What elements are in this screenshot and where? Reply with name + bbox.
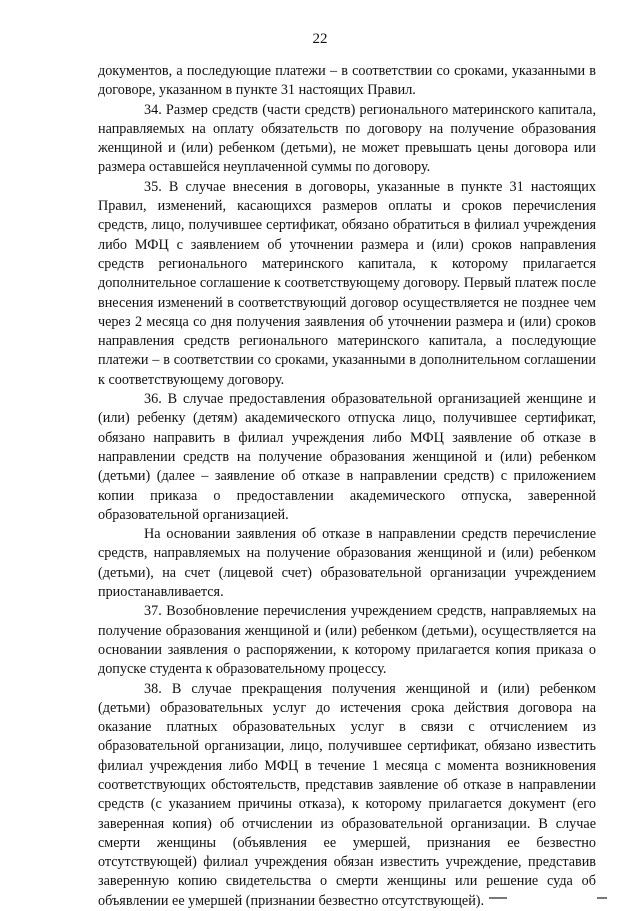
paragraph-37: 37. Возобновление перечисления учреждением средств, направляемых на получение образования женщиной и (или) ребенком (детьми), осуществляется на основании заявления о распоряжении, к которому прилагается копия приказа о допуске студента к образовательному процессу. (98, 602, 596, 679)
scan-speck (597, 897, 607, 899)
paragraph-35: 35. В случае внесения в договоры, указанные в пункте 31 настоящих Правил, изменений, касающихся размеров оплаты и сроков перечисления средств, лицо, получившее сертификат, обязано обратиться в филиал учреждения либо МФЦ с заявлением об уточнении размера и (или) сроков направления средств регионального материнского капитала, к которому прилагается дополнительное соглашение к соответствующему договору. Первый платеж после внесения изменений в соответствующий договор осуществляется не позднее чем через 2 месяца со дня получения заявления об уточнении размера и (или) сроков направления средств регионального материнского капитала, а последующие платежи – в соответствии со сроками, указанными в дополнительном соглашении к соответствующему договору. (98, 178, 596, 390)
paragraph-38: 38. В случае прекращения получения женщиной и (или) ребенком (детьми) образовательных услуг до истечения срока действия договора на оказание платных образовательных услуг в связи с отчислением из образовательной организации, лицо, получившее сертификат, обязано известить филиал учреждения либо МФЦ в течение 1 месяца с момента возникновения соответствующих обстоятельств, представив заявление об отказе в направлении средств (с указанием причины отказа), к которому прилагается документ (его заверенная копия) об отчислении из образовательной организации. В случае смерти женщины (объявления ее умершей, признания ее безвестно отсутствующей) филиал учреждения обязан известить учреждение, представив заверенную копию свидетельства о смерти женщины или решение суда об объявлении ее умершей (признании безвестно отсутствующей). (98, 680, 596, 911)
paragraph-36: 36. В случае предоставления образовательной организацией женщине и (или) ребенку (детям) академического отпуска лицо, получившее сертификат, обязано направить в филиал учреждения либо МФЦ заявление об отказе в направлении средств на получение образования женщиной и (или) ребенком (детьми) (далее – заявление об отказе в направлении средств) с приложением копии приказа о предоставлении академического отпуска, заверенной образовательной организацией. (98, 390, 596, 525)
paragraph-continuation: документов, а последующие платежи – в соответствии со сроками, указанными в договоре, указанном в пункте 31 настоящих Правил. (98, 62, 596, 101)
page-number: 22 (0, 30, 640, 48)
scan-speck (489, 897, 507, 899)
paragraph-36-continuation: На основании заявления об отказе в направлении средств перечисление средств, направляемых на получение образования женщиной и (или) ребенком (детьми), на счет (лицевой счет) образовательной организации учреждением приостанавливается. (98, 525, 596, 602)
document-body (98, 62, 596, 911)
paragraph-34: 34. Размер средств (части средств) регионального материнского капитала, направляемых на оплату обязательств по договору на получение образования женщиной и (или) ребенком (детьми), не может превышать цены договора или размера оставшейся неуплаченной суммы по договору. (98, 101, 596, 178)
